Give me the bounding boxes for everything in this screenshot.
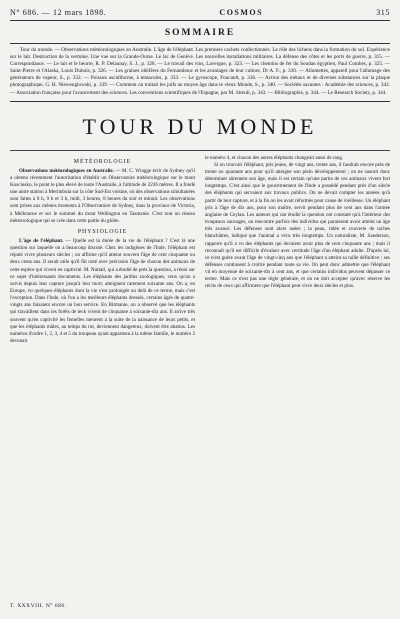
right-column — [205, 155, 390, 346]
page — [10, 4, 390, 609]
summary-title: SOMMAIRE — [164, 28, 236, 38]
article-paragraph: Si on trouvait l'éléphant, pris jeune, de vingt ans, trente ans, il faudrait encore près de trente ou quarante ans pour qu'il atteigne son plein développement ; on ne saurait donc déterminer sûrement son âge, mais il est certain qu'une partie de ces animaux vivent fort longtemps. C'est ainsi que le gouvernement de l'Inde a possédé pendant près d'un siècle des éléphants qui servaient aux travaux publics. On ne devait compter les années qu'à partir de leur capture, et à la fin on les avait réformés pour cause de vieillesse. Un éléphant pris à l'âge de dix ans, pour son maître, servit pendant plus de cent ans dans l'armée anglaise de Ceylan. Les auteurs qui ont étudié la question ont constaté qu'à l'intérieur des troupeaux sauvages, on rencontre parfois des individus qui paraissent avoir atteint un âge très avancé. Les défenses sont alors usées ; la peau, ridée et couverte de taches blanchâtres, indique que l'animal a vécu très longtemps. Un naturaliste, M. Sanderson, rapporte qu'il a vu des éléphants qui devaient avoir plus de cent cinquante ans ; mais il reconnaît qu'il est difficile d'évaluer avec certitude l'âge d'un éléphant adulte. D'après lui, ce n'est guère avant l'âge de vingt-cinq ans que l'éléphant a atteint sa taille définitive ; ses défenses continuent à croître pendant toute sa vie. On peut donc admettre que l'éléphant vit en moyenne de soixante-dix à cent ans, et que certains individus peuvent dépasser ce terme. Mais ce n'est pas une règle générale, et on ne doit accepter qu'avec réserve les récits de ceux qui affirment que l'éléphant peut vivre deux siècles et plus. — [205, 161, 390, 290]
article-paragraph — [10, 238, 195, 345]
journal-title: COSMOS — [219, 8, 264, 17]
summary-text: Tour du monde. — Observations météorologiques en Australie. L'âge de l'éléphant. Les premiers cachets confectionnés. Le rôle des lichens dans la formation du sol. Expérience sur le lait. Destruction de la vermine. Une vue sur la Grande-Ourse. Le lac de Genève. Les nouvelles installations militaires. La défense des côtes et les ports de guerre, p. 315. — Correspondance. — Le lait et le beurre, R. P. Delaunay, S. J., p. 328. — Le travail des vins, Lavergne, p. 323. — Les chemins de fer du Soudan égyptien, Paul Combes, p. 325. — Saint-Pierre et l'Alaska, Louis Dubois, p. 326. — Les graines oléifères du Fernambouc et les avantages de leur culture, Dr A. F., p. 330. — Allumettes, appareil pour l'allumage des générateurs de vapeur, S., p. 332. — Poisson ascidiforme, à tentacules, p. 333. — Le gyroscope, Foucault, p. 336. — Action des métaux et de diverses substances sur la plaque photographique, G. H. Niewenglowski, p. 339. — Comment on traitait les juifs au moyen âge dans le vieux Monde, S., p. 340. — Sociétés savantes : Académie des sciences, p. 342. — Association française pour l'avancement des sciences. Les conventions scientifiques de l'Espagne, par M. Streuli, p. 343. — Bibliographie, p. 344. — Le Research Society, p. 344. — [10, 47, 390, 96]
title-divider — [10, 150, 390, 151]
article-text: — Quelle est la durée de la vie de l'éléphant ? C'est là une question sur laquelle on a beaucoup discuté. Chez les indigènes de l'Inde, l'éléphant est réputé vivre plusieurs siècles ; on affirme qu'il atteint souvent l'âge de cent cinquante ou deux cents ans. Il serait utile qu'il fût noté avec précision l'âge de chacun des animaux de cette espèce qui vivent en captivité. M. Nuttall, qui a étudié de près la question, a réuni sur ce sujet d'intéressants documents. Les éléphants des jardins zoologiques, ceux qu'on a suivis depuis leur capture jusqu'à leur mort, atteignent rarement soixante ans. On a, en Europe, vu quelques éléphants dont la vie s'est prolongée au delà de ce terme, mais c'est l'exception. Dans l'Inde, où l'on a les meilleurs éléphants dressés, certains âgés de quatre-vingts ans faisaient encore un bon service. En Birmanie, on a observé que les éléphants qui travaillent dans les forêts de teck vivent de cinquante à soixante-dix ans. Il arrive très souvent qu'en captivité les femelles meurent à la suite de la naissance de leurs petits, et que les éléphants mâles, au temps du rut, deviennent dangereux, doivent être abattus. Les numéros d'ordre 1, 2, 3, 4 et 5 du troupeau ayant appartenu à la même famille, le numéro 2 devenait — [10, 237, 195, 345]
main-title: TOUR DU MONDE — [82, 113, 318, 139]
article-title: L'âge de l'éléphant. — [19, 237, 64, 244]
article-paragraph — [10, 168, 195, 225]
article-paragraph: le numéro 4, et chacun des autres éléphants changeait aussi de rang. — [205, 154, 344, 161]
article-title: Observations météorologiques en Australie. — [19, 167, 114, 174]
subhead-physiologie: PHYSIOLOGIE — [77, 228, 128, 235]
subhead-meteorologie: MÉTÉOROLOGIE — [73, 158, 132, 165]
left-column — [10, 155, 195, 346]
summary-box — [10, 43, 390, 102]
running-head — [10, 4, 390, 21]
article-text: — M. C. Wragge écrit de Sydney qu'il a obtenu récemment l'autorisation d'établir un Observatoire météorologique sur le mont Kosciusko, le point le plus élevé de toute l'Australie, à l'altitude de 2236 mètres. Il a fondé une autre station à Merimbula sur la côte Sud-Est voisine, où des observations simultanées sont faites à 8 h, 9 h et 3 h, midi, 3 heures, 8 heures du soir et minuit. Les observations sont prises aux mêmes moments à l'Observatoire de Sydney, dans la province de Victoria, à Melbourne et sur le sommet du mont Wellington en Tasmanie. C'est tout un réseau météorologique qui se crée dans cette partie du globe. — [10, 167, 195, 224]
page-number: 315 — [376, 8, 390, 17]
page-footer: T. XXXVIII. N° 686. — [10, 603, 67, 609]
issue-number: N° 686. — 12 mars 1898. — [10, 8, 107, 17]
article-columns — [10, 155, 390, 346]
